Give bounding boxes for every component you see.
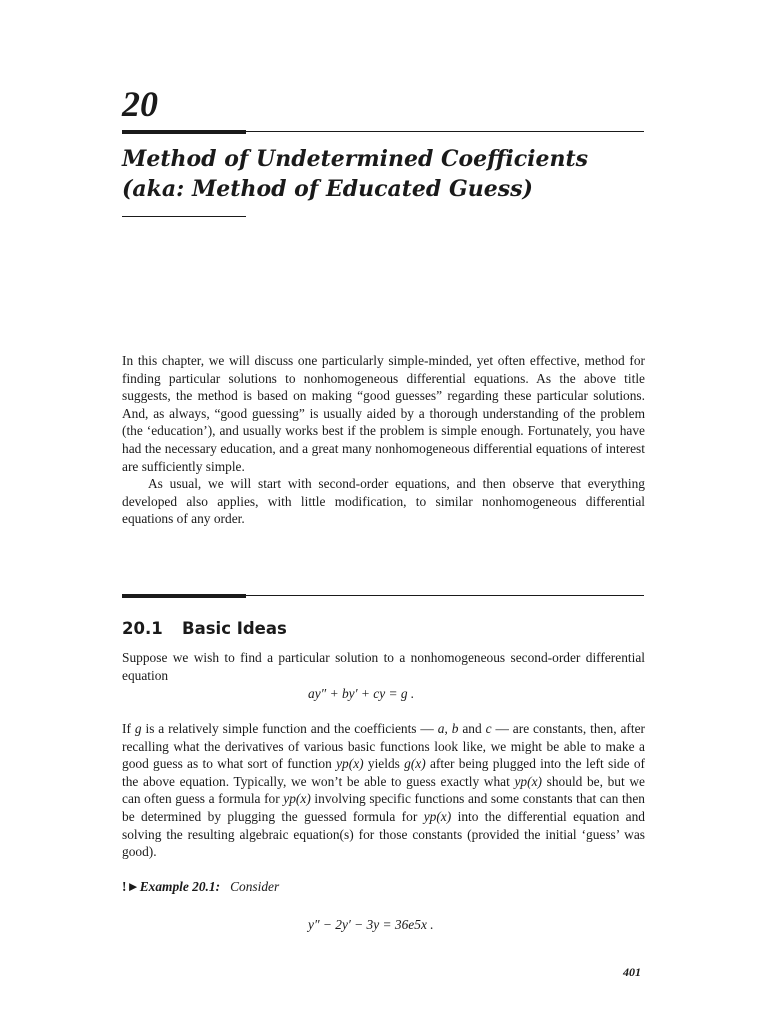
page-number: 401 bbox=[623, 965, 641, 979]
chapter-title-underline bbox=[122, 216, 246, 217]
example-equation bbox=[308, 917, 434, 933]
intro-paragraph-1: In this chapter, we will discuss one particularly simple-minded, yet often effective, method for finding particular solutions to nonhomogeneous differential equations. As the above title suggests, the method is based on making “good guesses” regarding these particular solutions. And, as always, “good guessing” is usually aided by a thorough understanding of the problem (the ‘education’), and usually works best if the problem is simple enough. Fortunately, you have had the necessary education, and a great many nonhomogeneous differential equations of interest are sufficiently simple. bbox=[122, 353, 645, 474]
math-c: c bbox=[485, 721, 492, 736]
math-yp: yp(x) bbox=[336, 756, 364, 772]
intro-text bbox=[122, 352, 645, 528]
section-rule-thick bbox=[122, 594, 246, 598]
chapter-rule-top-thick bbox=[122, 130, 246, 134]
section-number: 20.1 bbox=[122, 619, 163, 638]
example-heading bbox=[122, 879, 279, 895]
example-marker-icon: !► bbox=[122, 879, 140, 894]
chapter-rule-top bbox=[246, 131, 644, 132]
example-text: Consider bbox=[230, 879, 280, 894]
math-yp: yp(x) bbox=[423, 808, 452, 824]
section-paragraph-1: Suppose we wish to find a particular solution to a nonhomogeneous second-order differential equation bbox=[122, 650, 645, 683]
intro-paragraph-2: As usual, we will start with second-order equations, and then observe that everything developed also applies, with little modification, to similar nonhomogeneous differential equations of any order. bbox=[122, 476, 645, 527]
chapter-title-line1: Method of Undetermined Coefficients bbox=[122, 146, 589, 172]
example-label: Example 20.1: bbox=[139, 879, 221, 894]
chapter-title bbox=[122, 144, 662, 204]
section-title: Basic Ideas bbox=[182, 619, 287, 638]
math-g: g bbox=[134, 721, 142, 736]
section-paragraph-2: If g is a relatively simple function and the coefficients — a, b and c — are constants, then, after recalling what the derivatives of various basic functions look like, we might be able to make a good guess as to what sort of function yp(x) yields g(x) after being plugged into the left side of the above equation. Typically, we won’t be able to guess exactly what yp(x) should be, but we can often guess a formula for yp(x) involving specific functions and some constants that can then be determined by plugging the guessed formula for yp(x) into the differential equation and solving the resulting algebraic equation(s) for those constants (provided the initial ‘guess’ was good). bbox=[122, 721, 645, 860]
math-a: a bbox=[437, 721, 445, 736]
section-heading bbox=[122, 618, 287, 640]
math-gx: g(x) bbox=[404, 756, 426, 772]
equation-1: ay″ + by′ + cy = g . bbox=[308, 686, 415, 701]
chapter-title-line2: (aka: Method of Educated Guess) bbox=[122, 176, 533, 202]
section-rule-thin bbox=[246, 595, 644, 596]
equation-2: y″ − 2y′ − 3y = 36e5x . bbox=[308, 917, 434, 932]
chapter-number: 20 bbox=[122, 84, 158, 124]
math-yp: yp(x) bbox=[283, 791, 311, 807]
differential-equation bbox=[308, 686, 414, 702]
math-yp: yp(x) bbox=[514, 773, 542, 789]
math-b: b bbox=[451, 721, 459, 736]
